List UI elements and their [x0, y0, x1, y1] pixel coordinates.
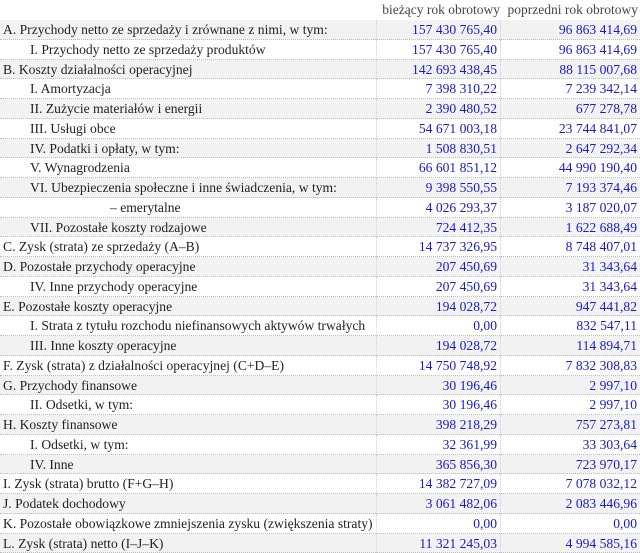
table-row: [0, 237, 640, 257]
table-row: [0, 395, 640, 415]
table-row: [0, 376, 640, 396]
previous-year-value: 31 343,64: [500, 277, 640, 297]
row-label: II. Odsetki, w tym:: [0, 395, 376, 415]
row-label: I. Strata z tytułu rozchodu niefinansowych aktywów trwałych: [0, 316, 376, 336]
previous-year-value: 7 193 374,46: [500, 178, 640, 198]
row-label: G. Przychody finansowe: [0, 376, 376, 396]
current-year-value: 398 218,29: [376, 415, 500, 435]
current-year-value: 3 061 482,06: [376, 494, 500, 514]
row-label: VI. Ubezpieczenia społeczne i inne świadczenia, w tym:: [0, 178, 376, 198]
previous-year-value: 832 547,11: [500, 316, 640, 336]
current-year-value: 194 028,72: [376, 336, 500, 356]
table-row: [0, 139, 640, 159]
table-row: [0, 178, 640, 198]
row-label: J. Podatek dochodowy: [0, 494, 376, 514]
previous-year-value: 947 441,82: [500, 297, 640, 317]
table-row: [0, 336, 640, 356]
previous-year-value: 96 863 414,69: [500, 40, 640, 60]
previous-year-value: 7 078 032,12: [500, 474, 640, 494]
current-year-header: bieżący rok obrotowy: [376, 0, 502, 20]
previous-year-value: 7 239 342,14: [500, 79, 640, 99]
row-label: I. Zysk (strata) brutto (F+G–H): [0, 474, 376, 494]
previous-year-value: 1 622 688,49: [500, 218, 640, 238]
previous-year-value: 44 990 190,40: [500, 158, 640, 178]
table-row: [0, 435, 640, 455]
previous-year-value: 723 970,17: [500, 455, 640, 475]
current-year-value: 9 398 550,55: [376, 178, 500, 198]
table-row: [0, 40, 640, 60]
table-row: [0, 257, 640, 277]
row-label: C. Zysk (strata) ze sprzedaży (A–B): [0, 237, 376, 257]
current-year-value: 66 601 851,12: [376, 158, 500, 178]
current-year-value: 207 450,69: [376, 277, 500, 297]
previous-year-value: 2 997,10: [500, 395, 640, 415]
current-year-value: 2 390 480,52: [376, 99, 500, 119]
row-label: I. Odsetki, w tym:: [0, 435, 376, 455]
current-year-value: 14 382 727,09: [376, 474, 500, 494]
table-row: [0, 60, 640, 80]
previous-year-value: 7 832 308,83: [500, 356, 640, 376]
table-row: [0, 158, 640, 178]
current-year-value: 157 430 765,40: [376, 20, 500, 40]
previous-year-value: 677 278,78: [500, 99, 640, 119]
row-label: K. Pozostałe obowiązkowe zmniejszenia zysku (zwiększenia straty): [0, 514, 376, 534]
header-spacer: [0, 0, 376, 20]
table-row: [0, 20, 640, 40]
row-label: F. Zysk (strata) z działalności operacyjnej (C+D–E): [0, 356, 376, 376]
table-row: [0, 356, 640, 376]
table-row: [0, 514, 640, 534]
row-label: VII. Pozostałe koszty rodzajowe: [0, 218, 376, 238]
current-year-value: 1 508 830,51: [376, 139, 500, 159]
table-row: [0, 119, 640, 139]
current-year-value: 142 693 438,45: [376, 60, 500, 80]
row-label: H. Koszty finansowe: [0, 415, 376, 435]
previous-year-value: 0,00: [500, 514, 640, 534]
row-label: IV. Podatki i opłaty, w tym:: [0, 139, 376, 159]
table-row: [0, 218, 640, 238]
previous-year-value: 2 083 446,96: [500, 494, 640, 514]
previous-year-value: 4 994 585,16: [500, 534, 640, 553]
previous-year-value: 757 273,81: [500, 415, 640, 435]
previous-year-value: 31 343,64: [500, 257, 640, 277]
table-row: [0, 494, 640, 514]
current-year-value: 0,00: [376, 316, 500, 336]
current-year-value: 11 321 245,03: [376, 534, 500, 553]
previous-year-value: 114 894,71: [500, 336, 640, 356]
table-row: [0, 415, 640, 435]
row-label: L. Zysk (strata) netto (I–J–K): [0, 534, 376, 553]
table-row: [0, 198, 640, 218]
row-label: III. Usługi obce: [0, 119, 376, 139]
current-year-value: 14 750 748,92: [376, 356, 500, 376]
previous-year-value: 8 748 407,01: [500, 237, 640, 257]
row-label: IV. Inne przychody operacyjne: [0, 277, 376, 297]
current-year-value: 30 196,46: [376, 395, 500, 415]
previous-year-value: 33 303,64: [500, 435, 640, 455]
row-label: I. Amortyzacja: [0, 79, 376, 99]
row-label: D. Pozostałe przychody operacyjne: [0, 257, 376, 277]
current-year-value: 30 196,46: [376, 376, 500, 396]
row-label: I. Przychody netto ze sprzedaży produktów: [0, 40, 376, 60]
previous-year-value: 96 863 414,69: [500, 20, 640, 40]
row-label: IV. Inne: [0, 455, 376, 475]
previous-year-header: poprzedni rok obrotowy: [502, 0, 640, 20]
current-year-value: 724 412,35: [376, 218, 500, 238]
row-label: A. Przychody netto ze sprzedaży i zrównane z nimi, w tym:: [0, 20, 376, 40]
table-row: [0, 534, 640, 553]
row-label: II. Zużycie materiałów i energii: [0, 99, 376, 119]
current-year-value: 365 856,30: [376, 455, 500, 475]
previous-year-value: 23 744 841,07: [500, 119, 640, 139]
current-year-value: 0,00: [376, 514, 500, 534]
row-label: – emerytalne: [0, 198, 376, 218]
row-label: III. Inne koszty operacyjne: [0, 336, 376, 356]
table-row: [0, 99, 640, 119]
row-label: B. Koszty działalności operacyjnej: [0, 60, 376, 80]
current-year-value: 14 737 326,95: [376, 237, 500, 257]
column-header-row: [0, 0, 640, 20]
row-label: E. Pozostałe koszty operacyjne: [0, 297, 376, 317]
current-year-value: 7 398 310,22: [376, 79, 500, 99]
table-row: [0, 297, 640, 317]
current-year-value: 194 028,72: [376, 297, 500, 317]
previous-year-value: 88 115 007,68: [500, 60, 640, 80]
previous-year-value: 2 647 292,34: [500, 139, 640, 159]
current-year-value: 157 430 765,40: [376, 40, 500, 60]
current-year-value: 32 361,99: [376, 435, 500, 455]
row-label: V. Wynagrodzenia: [0, 158, 376, 178]
current-year-value: 207 450,69: [376, 257, 500, 277]
statement-rows: [0, 20, 640, 553]
table-row: [0, 455, 640, 475]
table-row: [0, 316, 640, 336]
table-row: [0, 474, 640, 494]
table-row: [0, 79, 640, 99]
previous-year-value: 3 187 020,07: [500, 198, 640, 218]
table-row: [0, 277, 640, 297]
current-year-value: 4 026 293,37: [376, 198, 500, 218]
current-year-value: 54 671 003,18: [376, 119, 500, 139]
previous-year-value: 2 997,10: [500, 376, 640, 396]
